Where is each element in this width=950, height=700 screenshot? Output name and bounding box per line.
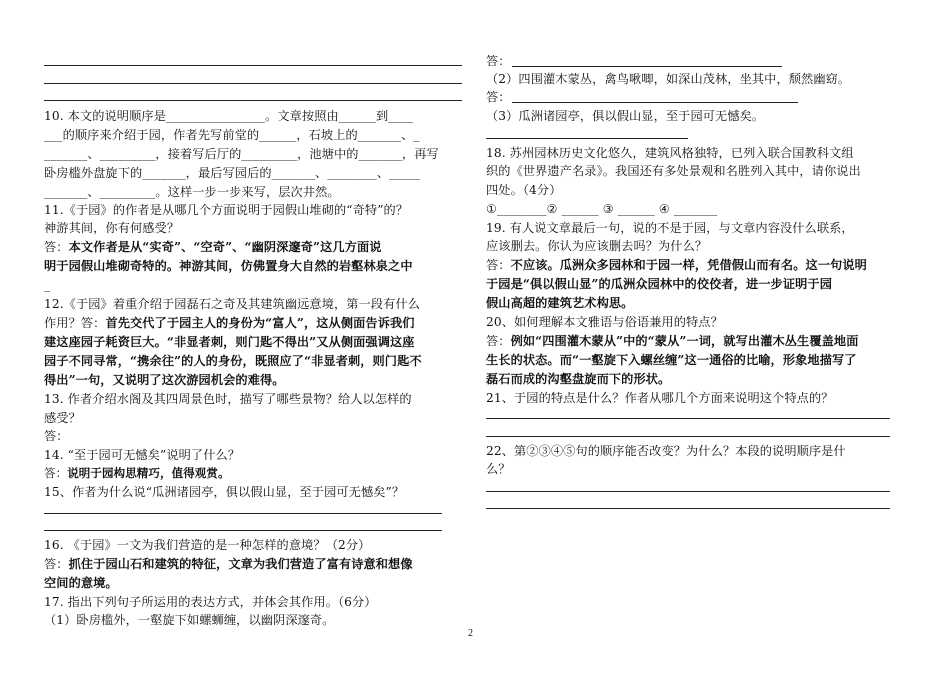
q20-answer-text-1: 例如“四围灌木蒙从”中的“蒙从”一词，就写出灌木丛生覆盖地面 (510, 334, 859, 348)
q10-line-4: 卧房槛外盘旋下的_______，最后写园后的_______、________、_____ (44, 166, 421, 180)
q14-answer (44, 464, 464, 482)
q17-line-1: 17. 指出下列句子所运用的表达方式，并体会其作用。（6分） (44, 595, 377, 609)
q12-prefix: 作用？答： (44, 316, 106, 330)
q19-answer-3: 假山高超的建筑艺术构思。 (486, 296, 634, 310)
q18-line-1: 18. 苏州园林历史文化悠久，建筑风格独特，已列入联合国教科文组 (486, 146, 854, 160)
answer-line (44, 100, 462, 101)
page-number: 2 (468, 628, 473, 639)
q22-line-1: 22、第②③④⑤句的顺序能否改变？为什么？本段的说明顺序是什 (486, 444, 846, 458)
q10-line-2: ___的顺序来介绍于园，作者先写前堂的______，石坡上的_______、_ (44, 128, 420, 142)
q14-answer-text: 说明于园构思精巧，值得观赏。 (67, 466, 230, 480)
answer-line (486, 138, 688, 139)
q19-line-1: 19. 有人说文章最后一句，说的不是于园，与文章内容没什么联系， (486, 221, 854, 235)
q12-answer-text-1: 首先交代了于园主人的身份为“富人”，这从侧面告诉我们 (105, 316, 415, 330)
q16-answer-1 (44, 555, 464, 573)
q11-line-2: 神游其间，你有何感受？ (44, 221, 180, 235)
answer-line (44, 530, 442, 531)
q17-line-4: （3）瓜洲诸园亭，俱以假山显，至于园可无憾矣。 (486, 109, 765, 123)
answer-label: 答： (44, 240, 69, 254)
q10-line-1: 10. 本文的说明顺序是________________。文章按照由______到____ (44, 109, 414, 123)
answer-label: 答： (44, 557, 69, 571)
answer-line (486, 418, 890, 419)
q20-line-1: 20、如何理解本文雅语与俗语兼用的特点？ (486, 315, 723, 329)
q17-line-3: （2）四围灌木蒙丛，禽鸟啾唧，如深山茂林，坐其中，颓然幽窈。 (486, 72, 851, 86)
q20-answer-2: 生长的状态。而“一壑旋下入螺丝缠”这一通俗的比喻，形象地描写了 (486, 353, 857, 367)
q14-line-1: 14. “至于园可无憾矣”说明了什么？ (44, 448, 241, 462)
answer-label: 答： (486, 334, 511, 348)
answer-line (44, 83, 462, 84)
q19-answer-text-1: 不应该。瓜洲众多园林和于园一样，凭借假山而有名。这一句说明 (510, 258, 867, 272)
q18-line-2: 织的《世界遗产名录》。我国还有多处景观和名胜列入其中，请你说出 (486, 164, 861, 178)
q13-line-2: 感受？ (44, 411, 81, 425)
answer-line (486, 491, 890, 492)
answer-line (44, 513, 442, 514)
q11-answer-1 (44, 238, 464, 256)
q12-answer-3: 园子不同寻常，“携余往”的人的身份，既照应了“非显者刺，则门匙不 (44, 354, 422, 368)
q17-answer-label-1: 答： (486, 54, 511, 68)
q12-line-2 (44, 314, 464, 332)
q16-answer-text-1: 抓住于园山石和建筑的特征，文章为我们营造了富有诗意和想像 (68, 557, 413, 571)
q10-line-5: _______、_________。这样一步一步来写，层次井然。 (44, 185, 340, 199)
q20-answer-3: 磊石而成的沟壑盘旋而下的形状。 (486, 372, 671, 386)
q10-line-3: _______、_________，接着写后厅的_________，池塘中的_______，再写 (44, 147, 439, 161)
q21-line-1: 21、于园的特点是什么？作者从哪几个方面来说明这个特点的？ (486, 391, 834, 405)
q13-line-1: 13. 作者介绍水阁及其四周景色时，描写了哪些景物？给人以怎样的 (44, 392, 412, 406)
q11-answer-3: _ (44, 278, 51, 292)
q11-line-1: 11.《于园》的作者是从哪几个方面说明于园假山堆砌的“奇特”的？ (44, 203, 409, 217)
q11-answer-2: 明于园假山堆砌奇特的。神游其间，仿佛置身大自然的岩壑林泉之中 (44, 259, 413, 273)
q18-line-4: ①________② ______ ③ ______ ④ _______ (486, 202, 718, 216)
q16-line-1: 16. 《于园》一文为我们营造的是一种怎样的意境？（2分） (44, 538, 371, 552)
q11-answer-text-1: 本文作者是从“实奇”、“空奇”、“幽阴深邃奇”这几方面说 (68, 240, 382, 254)
answer-label: 答： (44, 466, 68, 480)
answer-line (486, 508, 890, 509)
answer-label: 答： (486, 258, 511, 272)
q13-answer-label: 答： (44, 429, 69, 443)
answer-line (512, 102, 798, 103)
q16-answer-2: 空间的意境。 (44, 576, 118, 590)
q20-answer-1 (486, 332, 906, 350)
q19-line-2: 应该删去。你认为应该删去吗？为什么？ (486, 239, 708, 253)
q17-answer-label-2: 答： (486, 90, 511, 104)
q12-answer-2: 建这座园子耗资巨大。“非显者刺，则门匙不得出”又从侧面强调这座 (44, 335, 415, 349)
q15-line-1: 15、作者为什么说“瓜洲诸园亭，俱以假山显，至于园可无憾矣”？ (44, 485, 405, 499)
answer-line (486, 436, 890, 437)
q19-answer-1 (486, 256, 906, 274)
q22-line-2: 么？ (486, 462, 511, 476)
q18-line-3: 四处。（4分） (486, 183, 562, 197)
q12-answer-4: 得出”一句，又说明了这次游园机会的难得。 (44, 373, 285, 387)
answer-line (512, 66, 782, 67)
q12-line-1: 12.《于园》着重介绍于园磊石之奇及其建筑幽远意境，第一段有什么 (44, 297, 421, 311)
q17-line-2: （1）卧房槛外，一壑旋下如螺蛳缠，以幽阴深邃奇。 (44, 613, 335, 627)
answer-line (44, 65, 462, 66)
q19-answer-2: 于园是“俱以假山显”的瓜洲众园林中的佼佼者，进一步证明于园 (486, 277, 832, 291)
